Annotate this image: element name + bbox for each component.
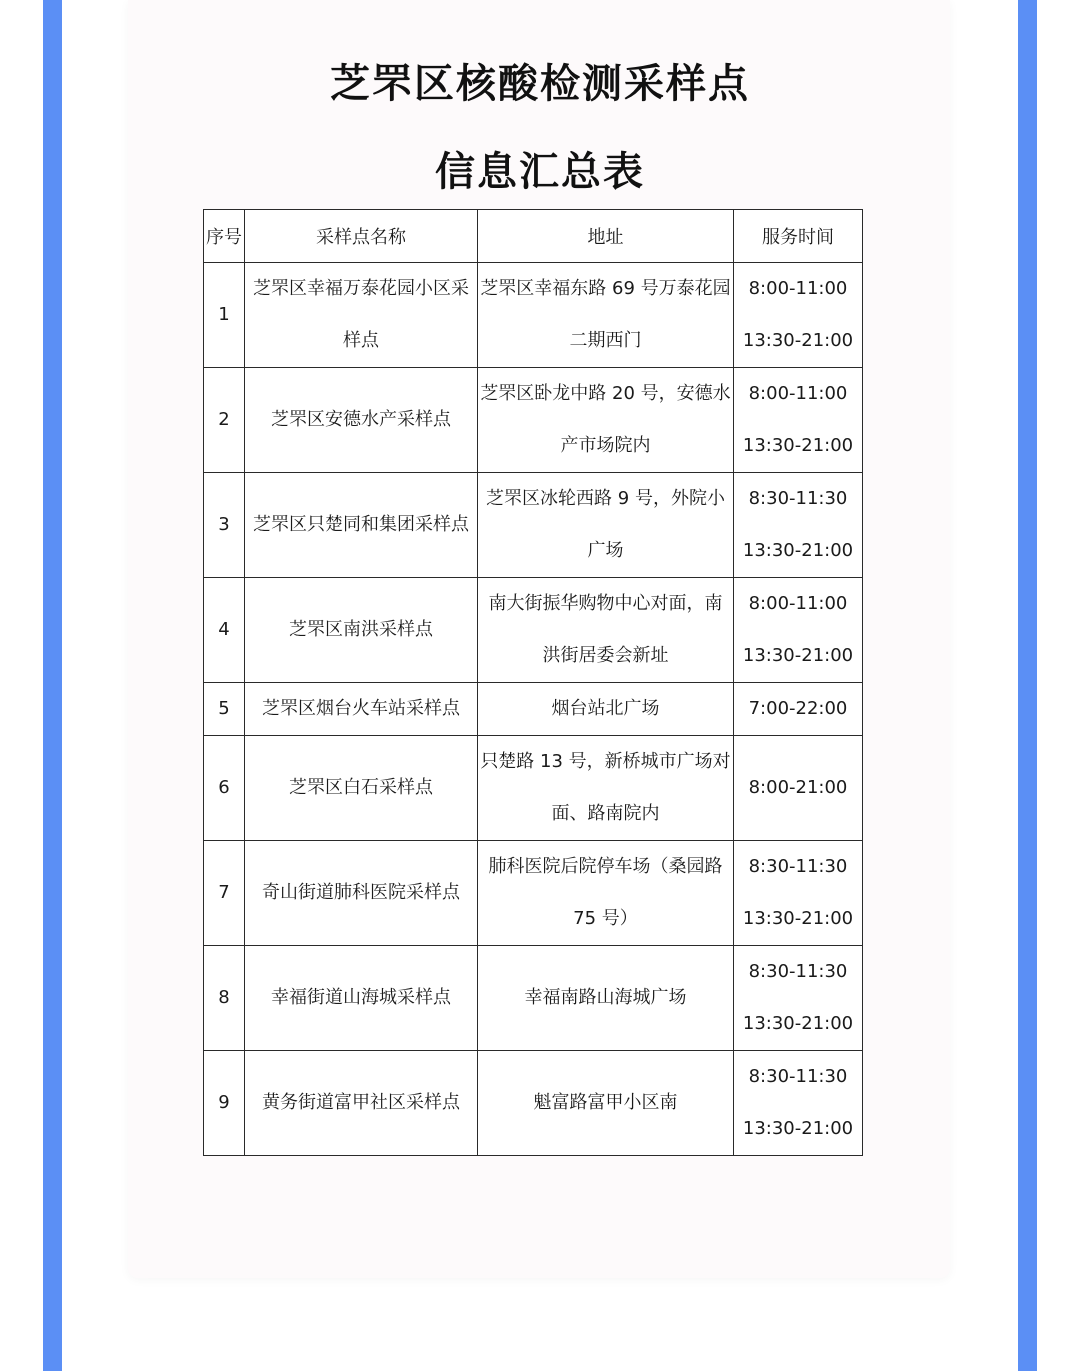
table-row (204, 263, 863, 368)
table-row (204, 578, 863, 683)
site-name: 芝罘区南洪采样点 (245, 578, 478, 683)
site-address: 肺科医院后院停车场（桑园路 75 号） (478, 841, 734, 946)
service-time-slot-1: 8:30-11:30 (748, 961, 848, 982)
row-number: 8 (204, 946, 245, 1051)
site-address: 魁富路富甲小区南 (478, 1051, 734, 1156)
service-time (734, 473, 863, 578)
service-time-slot-1: 8:00-11:00 (748, 383, 848, 404)
site-address: 芝罘区冰轮西路 9 号，外院小广场 (478, 473, 734, 578)
row-number: 6 (204, 736, 245, 841)
service-time (734, 736, 863, 841)
service-time-slot-1: 8:30-11:30 (748, 1066, 848, 1087)
service-time (734, 578, 863, 683)
service-time (734, 263, 863, 368)
header-time: 服务时间 (734, 210, 863, 263)
service-time (734, 368, 863, 473)
header-address: 地址 (478, 210, 734, 263)
row-number: 4 (204, 578, 245, 683)
site-name: 芝罘区安德水产采样点 (245, 368, 478, 473)
site-name: 芝罘区幸福万泰花园小区采样点 (245, 263, 478, 368)
service-time (734, 841, 863, 946)
table-row (204, 473, 863, 578)
page-title: 芝罘区核酸检测采样点 (330, 61, 750, 107)
service-time-slot-1: 8:30-11:30 (748, 488, 848, 509)
page-subtitle: 信息汇总表 (435, 149, 645, 195)
row-number: 3 (204, 473, 245, 578)
row-number: 2 (204, 368, 245, 473)
site-address: 烟台站北广场 (478, 683, 734, 736)
table-row (204, 1051, 863, 1156)
service-time-slot-2: 13:30-21:00 (742, 330, 854, 351)
site-address: 只楚路 13 号，新桥城市广场对面、路南院内 (478, 736, 734, 841)
service-time-slot-1: 7:00-22:00 (748, 698, 848, 719)
left-accent-bar (43, 0, 62, 1371)
site-name: 芝罘区白石采样点 (245, 736, 478, 841)
service-time (734, 1051, 863, 1156)
service-time-slot-2: 13:30-21:00 (742, 908, 854, 929)
site-name: 奇山街道肺科医院采样点 (245, 841, 478, 946)
service-time-slot-2: 13:30-21:00 (742, 435, 854, 456)
row-number: 1 (204, 263, 245, 368)
service-time-slot-1: 8:30-11:30 (748, 856, 848, 877)
table-row (204, 736, 863, 841)
table-row (204, 683, 863, 736)
row-number: 7 (204, 841, 245, 946)
service-time (734, 683, 863, 736)
service-time-slot-2: 13:30-21:00 (742, 1118, 854, 1139)
header-no: 序号 (204, 210, 245, 263)
site-address: 芝罘区幸福东路 69 号万泰花园二期西门 (478, 263, 734, 368)
site-address: 芝罘区卧龙中路 20 号，安德水产市场院内 (478, 368, 734, 473)
table-row (204, 841, 863, 946)
site-name: 芝罘区烟台火车站采样点 (245, 683, 478, 736)
table-row (204, 368, 863, 473)
site-name: 黄务街道富甲社区采样点 (245, 1051, 478, 1156)
service-time-slot-1: 8:00-11:00 (748, 278, 848, 299)
site-address: 南大街振华购物中心对面，南洪街居委会新址 (478, 578, 734, 683)
sampling-sites-table (203, 209, 863, 1156)
header-name: 采样点名称 (245, 210, 478, 263)
service-time-slot-2: 13:30-21:00 (742, 645, 854, 666)
right-accent-bar (1018, 0, 1037, 1371)
site-address: 幸福南路山海城广场 (478, 946, 734, 1051)
site-name: 芝罘区只楚同和集团采样点 (245, 473, 478, 578)
site-name: 幸福街道山海城采样点 (245, 946, 478, 1051)
service-time (734, 946, 863, 1051)
service-time-slot-2: 13:30-21:00 (742, 540, 854, 561)
service-time-slot-1: 8:00-11:00 (748, 593, 848, 614)
row-number: 5 (204, 683, 245, 736)
row-number: 9 (204, 1051, 245, 1156)
service-time-slot-2: 13:30-21:00 (742, 1013, 854, 1034)
table-header-row (204, 210, 863, 263)
table-row (204, 946, 863, 1051)
service-time-slot-1: 8:00-21:00 (748, 777, 848, 798)
